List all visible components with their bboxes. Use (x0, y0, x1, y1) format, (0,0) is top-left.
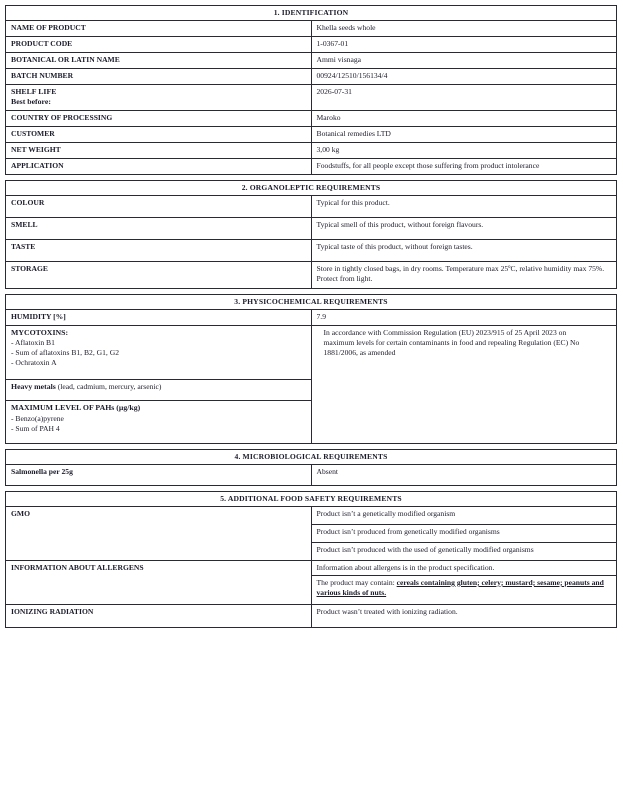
row-value-net-weight: 3,00 kg (311, 142, 617, 158)
section-microbiological (5, 449, 617, 486)
row-label-application: APPLICATION (6, 158, 312, 174)
row-label-shelf-life: SHELF LIFE (11, 87, 57, 97)
row-value-country-of-processing: Maroko (311, 110, 617, 126)
table-row (6, 217, 617, 239)
row-label-pah-cell (6, 400, 312, 443)
table-row (6, 53, 617, 69)
section-title-row (6, 294, 617, 309)
row-label-storage: STORAGE (6, 261, 312, 288)
table-row (6, 325, 617, 379)
mycotoxin-item-ochratoxin-a: - Ochratoxin A (11, 357, 57, 367)
section-title-additional-food-safety: 5. ADDITIONAL FOOD SAFETY REQUIREMENTS (6, 491, 617, 506)
row-value-product-code: 1-0367-01 (311, 37, 617, 53)
row-label-taste: TASTE (6, 239, 312, 261)
section-additional-food-safety (5, 491, 617, 628)
table-row (6, 158, 617, 174)
section-title-physicochemical: 3. PHYSICOCHEMICAL REQUIREMENTS (6, 294, 617, 309)
row-label-allergens: INFORMATION ABOUT ALLERGENS (6, 560, 312, 604)
row-label-smell: SMELL (6, 217, 312, 239)
row-label-humidity: HUMIDITY [%] (6, 309, 312, 325)
row-value-name-of-product: Khella seeds whole (311, 21, 617, 37)
section-title-microbiological: 4. MICROBIOLOGICAL REQUIREMENTS (6, 449, 617, 464)
row-label-shelf-life-cell (6, 85, 312, 111)
table-row (6, 21, 617, 37)
row-value-salmonella: Absent (311, 464, 617, 485)
row-label-heavy-metals: Heavy metals (11, 381, 56, 391)
table-row (6, 85, 617, 111)
row-label-batch-number: BATCH NUMBER (6, 69, 312, 85)
row-value-storage: Store in tightly closed bags, in dry rooms. Temperature max 25ºC, relative humidity max 75%. Protect from light. (311, 261, 617, 288)
row-label-mycotoxins-cell (6, 325, 312, 379)
mycotoxin-item-sum-aflatoxins: - Sum of aflatoxins B1, B2, G1, G2 (11, 347, 119, 357)
row-label-net-weight: NET WEIGHT (6, 142, 312, 158)
table-row (6, 604, 617, 627)
row-value-batch-number: 00924/12510/156134/4 (311, 69, 617, 85)
row-value-gmo-2: Product isn’t produced from genetically modified organisms (311, 524, 617, 542)
table-row (6, 506, 617, 524)
pah-item-benzoapyrene: - Benzo(a)pyrene (11, 413, 64, 423)
table-row (6, 37, 617, 53)
row-label-country-of-processing: COUNTRY OF PROCESSING (6, 110, 312, 126)
table-row (6, 309, 617, 325)
row-label-product-code: PRODUCT CODE (6, 37, 312, 53)
row-value-allergens-2 (311, 575, 617, 604)
row-value-regulation-reference: In accordance with Commission Regulation (EU) 2023/915 of 25 April 2023 on maximum levels for certain contaminants in food and repealing Regulation (EC) No 1881/2006, as amended (311, 325, 617, 443)
table-row (6, 464, 617, 485)
section-title-row (6, 6, 617, 21)
row-value-ionizing-radiation: Product wasn’t treated with ionizing radiation. (311, 604, 617, 627)
row-label-heavy-metals-detail: (lead, cadmium, mercury, arsenic) (55, 381, 162, 391)
table-row (6, 69, 617, 85)
row-value-customer: Botanical remedies LTD (311, 126, 617, 142)
row-value-smell: Typical smell of this product, without foreign flavours. (311, 217, 617, 239)
section-title-identification: 1. IDENTIFICATION (6, 6, 617, 21)
table-row (6, 195, 617, 217)
section-physicochemical (5, 294, 617, 444)
section-title-row (6, 180, 617, 195)
row-value-gmo-1: Product isn’t a genetically modified organism (311, 506, 617, 524)
row-label-customer: CUSTOMER (6, 126, 312, 142)
row-label-gmo: GMO (6, 506, 312, 560)
table-row (6, 142, 617, 158)
row-value-botanical-name: Ammi visnaga (311, 53, 617, 69)
row-value-colour: Typical for this product. (311, 195, 617, 217)
allergens-prefix-text: The product may contain: (316, 577, 397, 587)
row-value-allergens-1: Information about allergens is in the product specification. (311, 560, 617, 575)
row-label-best-before: Best before: (11, 97, 51, 107)
row-label-max-level-pahs: MAXIMUM LEVEL OF PAHs (µg/kg) (11, 402, 141, 412)
section-organoleptic (5, 180, 617, 289)
pah-item-sum-pah-4: - Sum of PAH 4 (11, 423, 60, 433)
row-value-shelf-life: 2026-07-31 (311, 85, 617, 111)
section-title-organoleptic: 2. ORGANOLEPTIC REQUIREMENTS (6, 180, 617, 195)
section-title-row (6, 449, 617, 464)
table-row (6, 560, 617, 575)
row-value-taste: Typical taste of this product, without foreign tastes. (311, 239, 617, 261)
table-row (6, 126, 617, 142)
allergens-list-highlight: cereals containing gluten; celery; mustard; sesame; peanuts and various kinds of nuts. (316, 577, 604, 597)
table-row (6, 110, 617, 126)
row-label-mycotoxins: MYCOTOXINS: (11, 327, 69, 337)
row-value-application: Foodstuffs, for all people except those suffering from product intolerance (311, 158, 617, 174)
table-row (6, 261, 617, 288)
section-title-row (6, 491, 617, 506)
row-label-botanical-name: BOTANICAL OR LATIN NAME (6, 53, 312, 69)
row-label-ionizing-radiation: IONIZING RADIATION (6, 604, 312, 627)
mycotoxin-item-aflatoxin-b1: - Aflatoxin B1 (11, 337, 55, 347)
row-value-humidity: 7.9 (311, 309, 617, 325)
section-identification (5, 5, 617, 175)
row-label-name-of-product: NAME OF PRODUCT (6, 21, 312, 37)
table-row (6, 239, 617, 261)
row-label-heavy-metals-cell (6, 379, 312, 400)
row-label-salmonella: Salmonella per 25g (6, 464, 312, 485)
row-value-gmo-3: Product isn’t produced with the used of genetically modified organisms (311, 542, 617, 560)
row-label-colour: COLOUR (6, 195, 312, 217)
